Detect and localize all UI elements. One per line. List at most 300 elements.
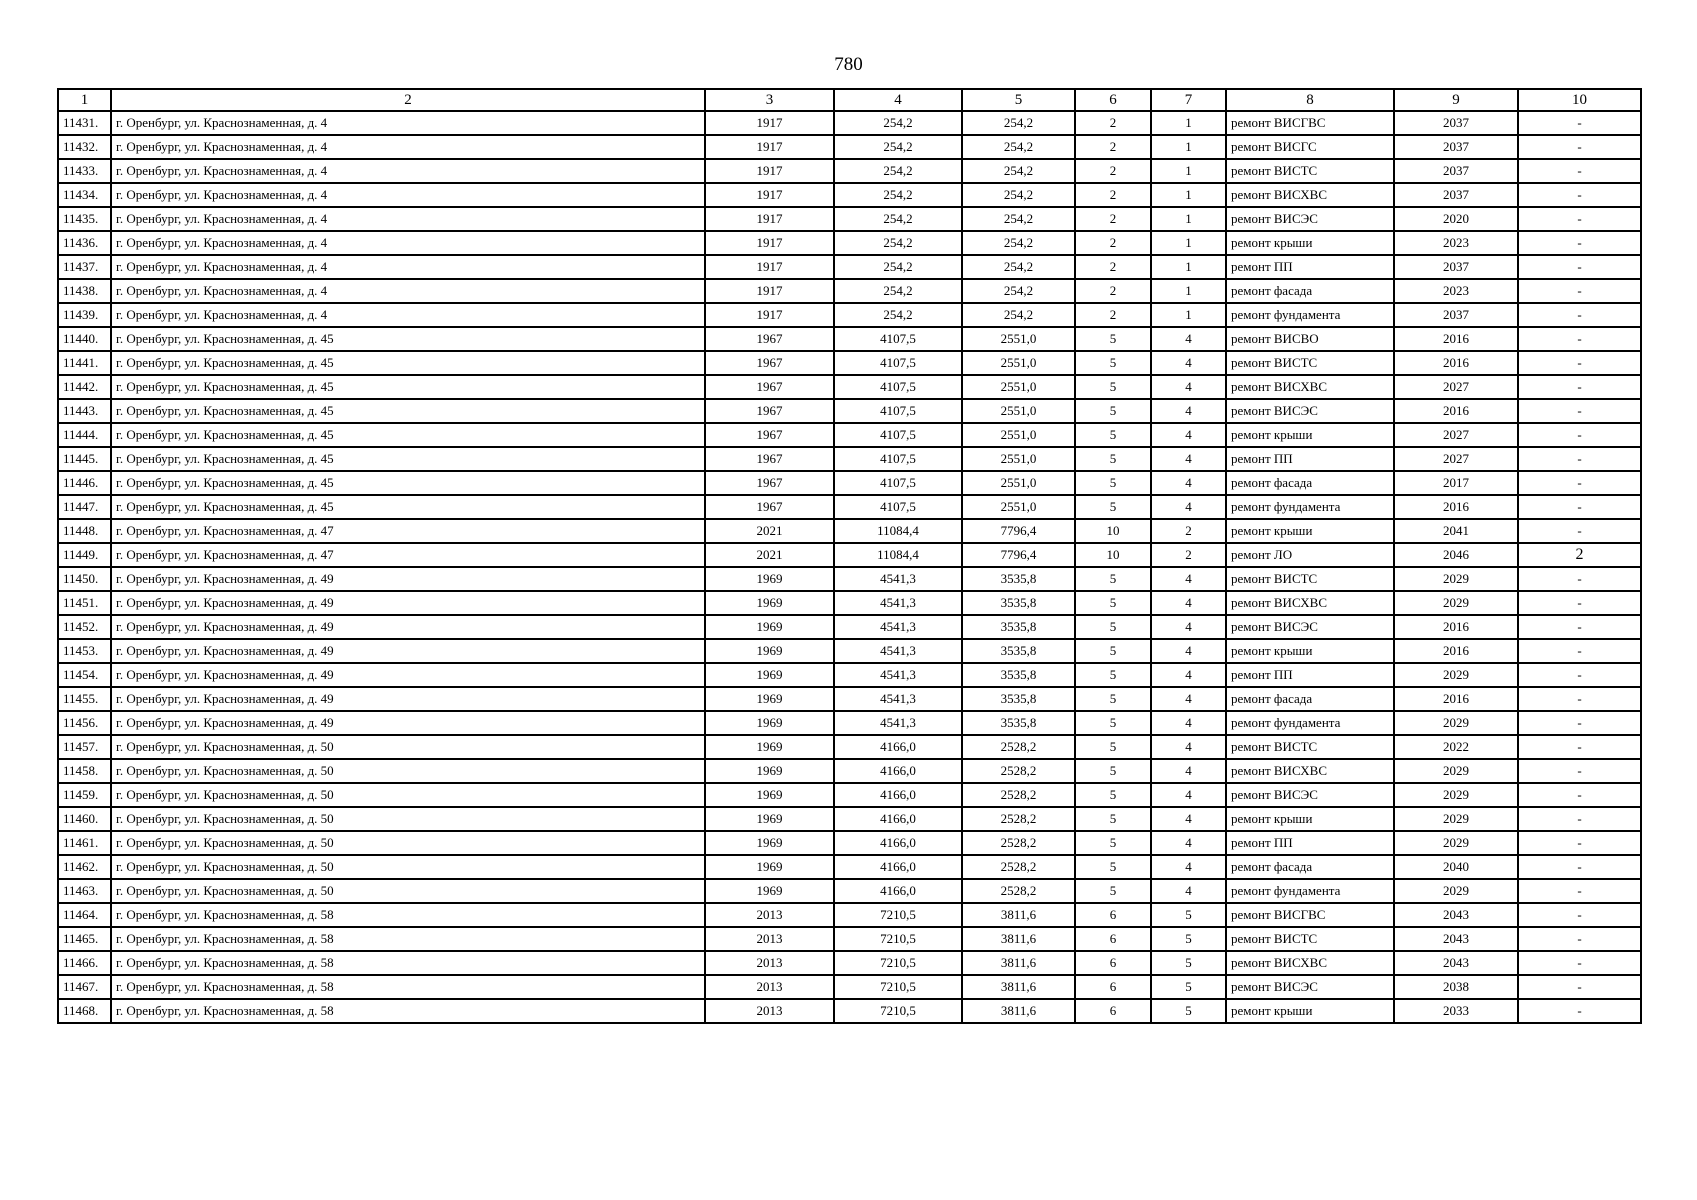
column-10-value-cell: - [1518, 303, 1641, 327]
total-area-cell: 4107,5 [834, 495, 962, 519]
floors-cell: 5 [1075, 351, 1151, 375]
entrances-cell: 1 [1151, 207, 1226, 231]
planned-year-cell: 2016 [1394, 327, 1518, 351]
year-built-cell: 1917 [705, 255, 834, 279]
table-row [58, 615, 1641, 639]
row-number-cell: 11455. [58, 687, 111, 711]
address-cell: г. Оренбург, ул. Краснознаменная, д. 45 [111, 399, 705, 423]
year-built-cell: 1917 [705, 279, 834, 303]
floors-cell: 5 [1075, 711, 1151, 735]
total-area-cell: 4107,5 [834, 447, 962, 471]
living-area-cell: 254,2 [962, 111, 1075, 135]
year-built-cell: 2013 [705, 903, 834, 927]
total-area-cell: 7210,5 [834, 927, 962, 951]
table-row [58, 663, 1641, 687]
floors-cell: 5 [1075, 783, 1151, 807]
living-area-cell: 3535,8 [962, 567, 1075, 591]
table-row [58, 255, 1641, 279]
year-built-cell: 2013 [705, 927, 834, 951]
work-type-cell: ремонт ВИСХВС [1226, 183, 1394, 207]
column-10-value-cell: 2 [1518, 543, 1641, 567]
column-10-value-cell: - [1518, 207, 1641, 231]
floors-cell: 5 [1075, 399, 1151, 423]
year-built-cell: 1969 [705, 831, 834, 855]
table-row [58, 591, 1641, 615]
entrances-cell: 4 [1151, 399, 1226, 423]
column-10-value-cell: - [1518, 807, 1641, 831]
entrances-cell: 4 [1151, 351, 1226, 375]
work-type-cell: ремонт ВИСТС [1226, 351, 1394, 375]
living-area-cell: 254,2 [962, 279, 1075, 303]
floors-cell: 5 [1075, 831, 1151, 855]
total-area-cell: 4541,3 [834, 687, 962, 711]
planned-year-cell: 2037 [1394, 111, 1518, 135]
address-cell: г. Оренбург, ул. Краснознаменная, д. 50 [111, 879, 705, 903]
planned-year-cell: 2027 [1394, 375, 1518, 399]
work-type-cell: ремонт фасада [1226, 279, 1394, 303]
total-area-cell: 4541,3 [834, 567, 962, 591]
entrances-cell: 4 [1151, 663, 1226, 687]
address-cell: г. Оренбург, ул. Краснознаменная, д. 4 [111, 207, 705, 231]
work-type-cell: ремонт ВИСТС [1226, 735, 1394, 759]
row-number-cell: 11440. [58, 327, 111, 351]
table-row [58, 999, 1641, 1023]
column-10-value-cell: - [1518, 255, 1641, 279]
total-area-cell: 4166,0 [834, 735, 962, 759]
address-cell: г. Оренбург, ул. Краснознаменная, д. 45 [111, 375, 705, 399]
total-area-cell: 254,2 [834, 207, 962, 231]
row-number-cell: 11465. [58, 927, 111, 951]
planned-year-cell: 2038 [1394, 975, 1518, 999]
table-row [58, 951, 1641, 975]
floors-cell: 5 [1075, 735, 1151, 759]
entrances-cell: 4 [1151, 711, 1226, 735]
table-row [58, 399, 1641, 423]
column-10-value-cell: - [1518, 975, 1641, 999]
entrances-cell: 5 [1151, 903, 1226, 927]
entrances-cell: 4 [1151, 471, 1226, 495]
floors-cell: 2 [1075, 159, 1151, 183]
column-10-value-cell: - [1518, 855, 1641, 879]
floors-cell: 2 [1075, 111, 1151, 135]
entrances-cell: 4 [1151, 687, 1226, 711]
work-type-cell: ремонт фундамента [1226, 495, 1394, 519]
living-area-cell: 254,2 [962, 159, 1075, 183]
total-area-cell: 254,2 [834, 255, 962, 279]
table-row [58, 423, 1641, 447]
column-10-value-cell: - [1518, 783, 1641, 807]
table-row [58, 327, 1641, 351]
entrances-cell: 4 [1151, 759, 1226, 783]
year-built-cell: 2013 [705, 999, 834, 1023]
work-type-cell: ремонт ПП [1226, 255, 1394, 279]
total-area-cell: 11084,4 [834, 519, 962, 543]
floors-cell: 5 [1075, 759, 1151, 783]
planned-year-cell: 2023 [1394, 231, 1518, 255]
work-type-cell: ремонт ВИСВО [1226, 327, 1394, 351]
work-type-cell: ремонт ВИСЭС [1226, 783, 1394, 807]
work-type-cell: ремонт ВИСГВС [1226, 903, 1394, 927]
planned-year-cell: 2029 [1394, 759, 1518, 783]
planned-year-cell: 2029 [1394, 807, 1518, 831]
floors-cell: 5 [1075, 471, 1151, 495]
entrances-cell: 4 [1151, 783, 1226, 807]
living-area-cell: 2551,0 [962, 399, 1075, 423]
address-cell: г. Оренбург, ул. Краснознаменная, д. 4 [111, 135, 705, 159]
entrances-cell: 2 [1151, 543, 1226, 567]
living-area-cell: 3535,8 [962, 687, 1075, 711]
entrances-cell: 1 [1151, 159, 1226, 183]
living-area-cell: 254,2 [962, 183, 1075, 207]
floors-cell: 6 [1075, 975, 1151, 999]
address-cell: г. Оренбург, ул. Краснознаменная, д. 58 [111, 927, 705, 951]
planned-year-cell: 2043 [1394, 951, 1518, 975]
row-number-cell: 11457. [58, 735, 111, 759]
floors-cell: 5 [1075, 879, 1151, 903]
year-built-cell: 1969 [705, 639, 834, 663]
work-type-cell: ремонт ВИСЭС [1226, 975, 1394, 999]
work-type-cell: ремонт ВИСХВС [1226, 759, 1394, 783]
total-area-cell: 4107,5 [834, 471, 962, 495]
entrances-cell: 4 [1151, 807, 1226, 831]
planned-year-cell: 2029 [1394, 711, 1518, 735]
row-number-cell: 11439. [58, 303, 111, 327]
total-area-cell: 4541,3 [834, 591, 962, 615]
year-built-cell: 1969 [705, 759, 834, 783]
column-10-value-cell: - [1518, 327, 1641, 351]
address-cell: г. Оренбург, ул. Краснознаменная, д. 58 [111, 951, 705, 975]
living-area-cell: 3811,6 [962, 927, 1075, 951]
total-area-cell: 4541,3 [834, 663, 962, 687]
living-area-cell: 3535,8 [962, 639, 1075, 663]
table-row [58, 831, 1641, 855]
planned-year-cell: 2020 [1394, 207, 1518, 231]
year-built-cell: 1969 [705, 711, 834, 735]
work-type-cell: ремонт ВИСГС [1226, 135, 1394, 159]
planned-year-cell: 2037 [1394, 135, 1518, 159]
column-10-value-cell: - [1518, 999, 1641, 1023]
entrances-cell: 1 [1151, 231, 1226, 255]
row-number-cell: 11449. [58, 543, 111, 567]
table-row [58, 567, 1641, 591]
work-type-cell: ремонт ВИСХВС [1226, 591, 1394, 615]
entrances-cell: 1 [1151, 135, 1226, 159]
row-number-cell: 11468. [58, 999, 111, 1023]
work-type-cell: ремонт ЛО [1226, 543, 1394, 567]
row-number-cell: 11445. [58, 447, 111, 471]
total-area-cell: 254,2 [834, 111, 962, 135]
floors-cell: 2 [1075, 255, 1151, 279]
row-number-cell: 11459. [58, 783, 111, 807]
column-header-1: 1 [58, 89, 111, 111]
column-10-value-cell: - [1518, 615, 1641, 639]
living-area-cell: 3811,6 [962, 999, 1075, 1023]
planned-year-cell: 2037 [1394, 255, 1518, 279]
living-area-cell: 2528,2 [962, 879, 1075, 903]
entrances-cell: 1 [1151, 303, 1226, 327]
column-10-value-cell: - [1518, 687, 1641, 711]
total-area-cell: 4166,0 [834, 759, 962, 783]
row-number-cell: 11462. [58, 855, 111, 879]
address-cell: г. Оренбург, ул. Краснознаменная, д. 4 [111, 159, 705, 183]
total-area-cell: 4166,0 [834, 783, 962, 807]
floors-cell: 5 [1075, 495, 1151, 519]
planned-year-cell: 2037 [1394, 183, 1518, 207]
column-10-value-cell: - [1518, 663, 1641, 687]
work-type-cell: ремонт ВИСГВС [1226, 111, 1394, 135]
table-row [58, 351, 1641, 375]
living-area-cell: 7796,4 [962, 519, 1075, 543]
table-row [58, 375, 1641, 399]
work-type-cell: ремонт крыши [1226, 423, 1394, 447]
planned-year-cell: 2029 [1394, 663, 1518, 687]
row-number-cell: 11444. [58, 423, 111, 447]
column-header-3: 3 [705, 89, 834, 111]
address-cell: г. Оренбург, ул. Краснознаменная, д. 45 [111, 327, 705, 351]
living-area-cell: 3535,8 [962, 711, 1075, 735]
year-built-cell: 1917 [705, 207, 834, 231]
total-area-cell: 7210,5 [834, 903, 962, 927]
planned-year-cell: 2033 [1394, 999, 1518, 1023]
table-row [58, 447, 1641, 471]
column-10-value-cell: - [1518, 927, 1641, 951]
entrances-cell: 5 [1151, 999, 1226, 1023]
row-number-cell: 11464. [58, 903, 111, 927]
total-area-cell: 4166,0 [834, 831, 962, 855]
column-header-9: 9 [1394, 89, 1518, 111]
table-row [58, 879, 1641, 903]
table-row [58, 711, 1641, 735]
row-number-cell: 11442. [58, 375, 111, 399]
floors-cell: 2 [1075, 183, 1151, 207]
repair-schedule-table [57, 88, 1642, 1024]
table-row [58, 687, 1641, 711]
address-cell: г. Оренбург, ул. Краснознаменная, д. 58 [111, 903, 705, 927]
planned-year-cell: 2029 [1394, 879, 1518, 903]
total-area-cell: 254,2 [834, 303, 962, 327]
living-area-cell: 3811,6 [962, 903, 1075, 927]
column-10-value-cell: - [1518, 519, 1641, 543]
total-area-cell: 254,2 [834, 135, 962, 159]
planned-year-cell: 2016 [1394, 687, 1518, 711]
row-number-cell: 11454. [58, 663, 111, 687]
year-built-cell: 1969 [705, 855, 834, 879]
total-area-cell: 254,2 [834, 279, 962, 303]
entrances-cell: 4 [1151, 831, 1226, 855]
planned-year-cell: 2016 [1394, 639, 1518, 663]
column-10-value-cell: - [1518, 159, 1641, 183]
entrances-cell: 4 [1151, 327, 1226, 351]
floors-cell: 2 [1075, 207, 1151, 231]
year-built-cell: 1917 [705, 159, 834, 183]
address-cell: г. Оренбург, ул. Краснознаменная, д. 58 [111, 975, 705, 999]
living-area-cell: 2551,0 [962, 327, 1075, 351]
floors-cell: 5 [1075, 327, 1151, 351]
row-number-cell: 11433. [58, 159, 111, 183]
total-area-cell: 4541,3 [834, 711, 962, 735]
total-area-cell: 254,2 [834, 159, 962, 183]
year-built-cell: 1967 [705, 375, 834, 399]
planned-year-cell: 2041 [1394, 519, 1518, 543]
entrances-cell: 1 [1151, 255, 1226, 279]
entrances-cell: 4 [1151, 591, 1226, 615]
total-area-cell: 4107,5 [834, 399, 962, 423]
floors-cell: 2 [1075, 279, 1151, 303]
row-number-cell: 11447. [58, 495, 111, 519]
work-type-cell: ремонт ВИСЭС [1226, 615, 1394, 639]
column-10-value-cell: - [1518, 879, 1641, 903]
living-area-cell: 2528,2 [962, 855, 1075, 879]
column-header-2: 2 [111, 89, 705, 111]
row-number-cell: 11458. [58, 759, 111, 783]
planned-year-cell: 2037 [1394, 303, 1518, 327]
table-row [58, 759, 1641, 783]
living-area-cell: 7796,4 [962, 543, 1075, 567]
entrances-cell: 5 [1151, 927, 1226, 951]
planned-year-cell: 2029 [1394, 591, 1518, 615]
row-number-cell: 11460. [58, 807, 111, 831]
year-built-cell: 1969 [705, 879, 834, 903]
planned-year-cell: 2017 [1394, 471, 1518, 495]
living-area-cell: 3811,6 [962, 975, 1075, 999]
row-number-cell: 11463. [58, 879, 111, 903]
planned-year-cell: 2027 [1394, 447, 1518, 471]
planned-year-cell: 2016 [1394, 351, 1518, 375]
floors-cell: 6 [1075, 999, 1151, 1023]
table-row [58, 903, 1641, 927]
living-area-cell: 254,2 [962, 207, 1075, 231]
year-built-cell: 1969 [705, 687, 834, 711]
entrances-cell: 4 [1151, 375, 1226, 399]
entrances-cell: 4 [1151, 423, 1226, 447]
entrances-cell: 4 [1151, 495, 1226, 519]
address-cell: г. Оренбург, ул. Краснознаменная, д. 49 [111, 711, 705, 735]
address-cell: г. Оренбург, ул. Краснознаменная, д. 50 [111, 855, 705, 879]
living-area-cell: 2528,2 [962, 807, 1075, 831]
year-built-cell: 1967 [705, 495, 834, 519]
address-cell: г. Оренбург, ул. Краснознаменная, д. 4 [111, 279, 705, 303]
year-built-cell: 1969 [705, 807, 834, 831]
living-area-cell: 2528,2 [962, 831, 1075, 855]
year-built-cell: 2021 [705, 519, 834, 543]
column-10-value-cell: - [1518, 135, 1641, 159]
total-area-cell: 4166,0 [834, 855, 962, 879]
living-area-cell: 2528,2 [962, 759, 1075, 783]
row-number-cell: 11446. [58, 471, 111, 495]
floors-cell: 6 [1075, 927, 1151, 951]
total-area-cell: 4166,0 [834, 879, 962, 903]
table-row [58, 639, 1641, 663]
living-area-cell: 3535,8 [962, 663, 1075, 687]
column-10-value-cell: - [1518, 279, 1641, 303]
column-10-value-cell: - [1518, 231, 1641, 255]
column-header-10: 10 [1518, 89, 1641, 111]
year-built-cell: 2021 [705, 543, 834, 567]
total-area-cell: 7210,5 [834, 951, 962, 975]
column-10-value-cell: - [1518, 759, 1641, 783]
floors-cell: 2 [1075, 135, 1151, 159]
entrances-cell: 2 [1151, 519, 1226, 543]
total-area-cell: 254,2 [834, 183, 962, 207]
floors-cell: 2 [1075, 303, 1151, 327]
address-cell: г. Оренбург, ул. Краснознаменная, д. 45 [111, 471, 705, 495]
planned-year-cell: 2037 [1394, 159, 1518, 183]
total-area-cell: 4107,5 [834, 423, 962, 447]
floors-cell: 10 [1075, 519, 1151, 543]
address-cell: г. Оренбург, ул. Краснознаменная, д. 45 [111, 423, 705, 447]
planned-year-cell: 2023 [1394, 279, 1518, 303]
floors-cell: 5 [1075, 567, 1151, 591]
address-cell: г. Оренбург, ул. Краснознаменная, д. 4 [111, 231, 705, 255]
living-area-cell: 3535,8 [962, 591, 1075, 615]
floors-cell: 5 [1075, 687, 1151, 711]
column-10-value-cell: - [1518, 183, 1641, 207]
table-row [58, 975, 1641, 999]
row-number-cell: 11452. [58, 615, 111, 639]
address-cell: г. Оренбург, ул. Краснознаменная, д. 45 [111, 495, 705, 519]
living-area-cell: 2551,0 [962, 423, 1075, 447]
work-type-cell: ремонт крыши [1226, 519, 1394, 543]
column-10-value-cell: - [1518, 447, 1641, 471]
entrances-cell: 4 [1151, 447, 1226, 471]
living-area-cell: 2551,0 [962, 447, 1075, 471]
row-number-cell: 11456. [58, 711, 111, 735]
column-10-value-cell: - [1518, 735, 1641, 759]
column-10-value-cell: - [1518, 495, 1641, 519]
year-built-cell: 1917 [705, 111, 834, 135]
column-header-8: 8 [1226, 89, 1394, 111]
living-area-cell: 3811,6 [962, 951, 1075, 975]
work-type-cell: ремонт ПП [1226, 447, 1394, 471]
table-row [58, 231, 1641, 255]
total-area-cell: 4107,5 [834, 351, 962, 375]
column-10-value-cell: - [1518, 903, 1641, 927]
column-10-value-cell: - [1518, 639, 1641, 663]
planned-year-cell: 2043 [1394, 903, 1518, 927]
living-area-cell: 2528,2 [962, 783, 1075, 807]
floors-cell: 5 [1075, 375, 1151, 399]
address-cell: г. Оренбург, ул. Краснознаменная, д. 4 [111, 255, 705, 279]
planned-year-cell: 2016 [1394, 615, 1518, 639]
address-cell: г. Оренбург, ул. Краснознаменная, д. 4 [111, 183, 705, 207]
entrances-cell: 4 [1151, 735, 1226, 759]
floors-cell: 10 [1075, 543, 1151, 567]
year-built-cell: 1967 [705, 423, 834, 447]
work-type-cell: ремонт ВИСЭС [1226, 207, 1394, 231]
table-row [58, 303, 1641, 327]
column-10-value-cell: - [1518, 111, 1641, 135]
total-area-cell: 4107,5 [834, 375, 962, 399]
entrances-cell: 1 [1151, 183, 1226, 207]
entrances-cell: 4 [1151, 567, 1226, 591]
address-cell: г. Оренбург, ул. Краснознаменная, д. 4 [111, 111, 705, 135]
total-area-cell: 11084,4 [834, 543, 962, 567]
living-area-cell: 254,2 [962, 231, 1075, 255]
year-built-cell: 1917 [705, 231, 834, 255]
table-row [58, 783, 1641, 807]
work-type-cell: ремонт фасада [1226, 687, 1394, 711]
living-area-cell: 2551,0 [962, 375, 1075, 399]
address-cell: г. Оренбург, ул. Краснознаменная, д. 50 [111, 735, 705, 759]
work-type-cell: ремонт фундамента [1226, 879, 1394, 903]
work-type-cell: ремонт ПП [1226, 831, 1394, 855]
table-row [58, 111, 1641, 135]
column-header-6: 6 [1075, 89, 1151, 111]
year-built-cell: 1969 [705, 663, 834, 687]
floors-cell: 6 [1075, 903, 1151, 927]
row-number-cell: 11450. [58, 567, 111, 591]
planned-year-cell: 2016 [1394, 495, 1518, 519]
